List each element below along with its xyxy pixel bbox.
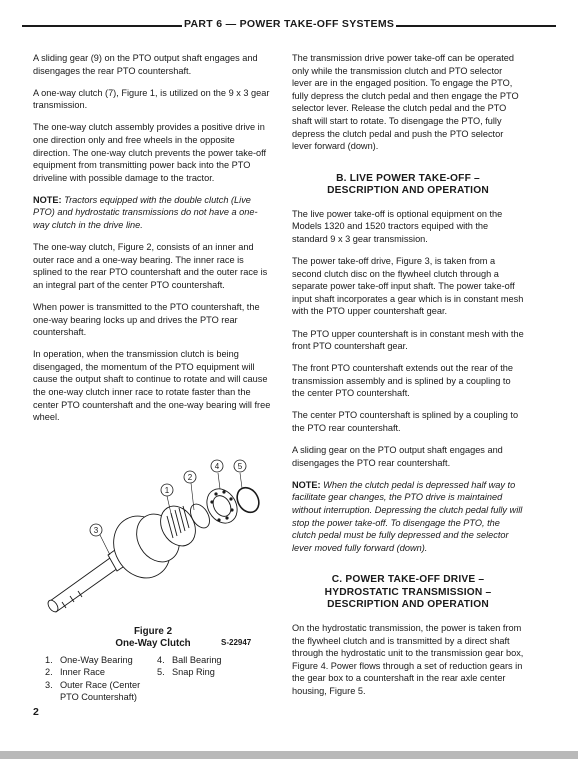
- paragraph: The power take-off drive, Figure 3, is taken from a second clutch disc on the flywheel clutch through a separate power take-off input shaft. The power take-off input shaft incorporates a gear which is in constant mesh with the PTO upper countershaft gear.: [292, 256, 524, 317]
- legend-item: 3. Outer Race (Center: [45, 679, 141, 690]
- left-column: [33, 52, 273, 433]
- note: [292, 479, 524, 555]
- paragraph: The front PTO countershaft extends out the rear of the transmission assembly and is splined by a coupling to the center PTO countershaft.: [292, 363, 513, 399]
- callout-4: [211, 460, 223, 472]
- note: [33, 194, 273, 232]
- header-rule-right: [396, 25, 556, 27]
- note-text: Tractors equipped with the double clutch (Live PTO) and hydrostatic transmissions do not have a one-way clutch in the drive line.: [33, 194, 258, 231]
- paragraph: A sliding gear on the PTO output shaft engages and disengages the PTO rear countershaft.: [292, 445, 503, 468]
- note-text: When the clutch pedal is depressed half way to facilitate gear changes, the PTO drive is maintained without interruption. Depressing the clutch pedal fully will stop the power take-off. To disengage the PTO, the clutch pedal must be fully depressed and the selector lever moved fully forward (down).: [292, 479, 523, 553]
- legend-item: 4. Ball Bearing: [157, 654, 222, 665]
- paragraph: A one-way clutch (7), Figure 1, is utilized on the 9 x 3 gear transmission.: [33, 87, 270, 111]
- callout-3: [90, 524, 102, 536]
- section-heading-b: B. LIVE POWER TAKE-OFF – DESCRIPTION AND OPERATION: [327, 172, 489, 197]
- figure-legend: [33, 654, 273, 714]
- figure-title: One-Way Clutch: [115, 638, 191, 650]
- figure-code: S-22947: [221, 638, 252, 647]
- legend-item: 2. Inner Race: [45, 667, 105, 678]
- paragraph: In operation, when the transmission clutch is being disengaged, the momentum of the PTO equipment will cause the output shaft to continue to rotate and will cause the one-way clutch inner race to rotate faster than the center PTO countershaft and the one-way bearing will free wheel.: [33, 349, 271, 423]
- note-label: NOTE:: [33, 194, 62, 205]
- paragraph: The center PTO countershaft is splined by a coupling to the PTO rear countershaft.: [292, 410, 519, 434]
- callout-label: 3: [93, 526, 99, 535]
- note-label: NOTE:: [292, 479, 321, 490]
- callout-label: 4: [214, 462, 220, 471]
- section-title: PART 6 — POWER TAKE-OFF SYSTEMS: [184, 18, 395, 30]
- legend-item: PTO Countershaft): [60, 692, 137, 702]
- callout-5: [234, 460, 246, 472]
- paragraph: The one-way clutch assembly provides a positive drive in one direction only and free wheels in the opposite direction. The one-way clutch prevents the power take-off equipment from transmitting power back into the PTO driveline with possible damage to the tractor.: [33, 122, 267, 183]
- paragraph: A sliding gear (9) on the PTO output shaft engages and disengages the rear PTO countershaft.: [33, 53, 258, 76]
- page-header: [22, 18, 556, 32]
- callout-1: [161, 484, 173, 496]
- header-rule-left: [22, 25, 182, 27]
- callout-label: 5: [237, 462, 243, 471]
- right-column: [292, 52, 524, 707]
- callout-label: 1: [164, 486, 170, 495]
- output-shaft-drawing: [46, 473, 260, 614]
- one-way-clutch-figure: [40, 452, 260, 644]
- legend-item: 1. One-Way Bearing: [45, 654, 133, 665]
- callout-2: [184, 471, 196, 483]
- figure-caption: [33, 626, 273, 714]
- figure-number: Figure 2: [133, 626, 173, 637]
- page-number: 2: [33, 706, 39, 718]
- bottom-scan-bar: [0, 751, 578, 759]
- section-heading-c: C. POWER TAKE-OFF DRIVE – HYDROSTATIC TRANSMISSION – DESCRIPTION AND OPERATION: [324, 574, 492, 611]
- paragraph: The live power take-off is optional equipment on the Models 1320 and 1520 tractors equiped with the standard 9 x 3 gear transmission.: [292, 208, 503, 244]
- paragraph: The one-way clutch, Figure 2, consists of an inner and outer race and a one-way bearing. The inner race is splined to the rear PTO countershaft and the outer race is an integral part of the center PTO countershaft.: [33, 242, 268, 290]
- callout-label: 2: [187, 473, 193, 482]
- paragraph: The PTO upper countershaft is in constant mesh with the front PTO countershaft gear.: [292, 328, 524, 352]
- legend-item: 5. Snap Ring: [157, 667, 215, 678]
- paragraph: On the hydrostatic transmission, the power is taken from the flywheel clutch and is transmitted by a direct shaft through the hydrostatic unit to the transmission gear box, Figure 4. Power flows through a set of reduction gears in the gear box to a countershaft in the rear axle center housing, Figure 5.: [292, 622, 524, 696]
- paragraph: When power is transmitted to the PTO countershaft, the one-way bearing locks up and drives the PTO rear countershaft.: [33, 302, 260, 338]
- paragraph: The transmission drive power take-off can be operated only while the transmission clutch and PTO selector lever are in the engaged position. To engage the PTO, fully depress the clutch pedal and then engage the PTO selector lever. Release the clutch pedal and the PTO shaft will start to rotate. To disengage the PTO, fully depress the clutch pedal and push the PTO selector lever forward (down).: [292, 53, 519, 152]
